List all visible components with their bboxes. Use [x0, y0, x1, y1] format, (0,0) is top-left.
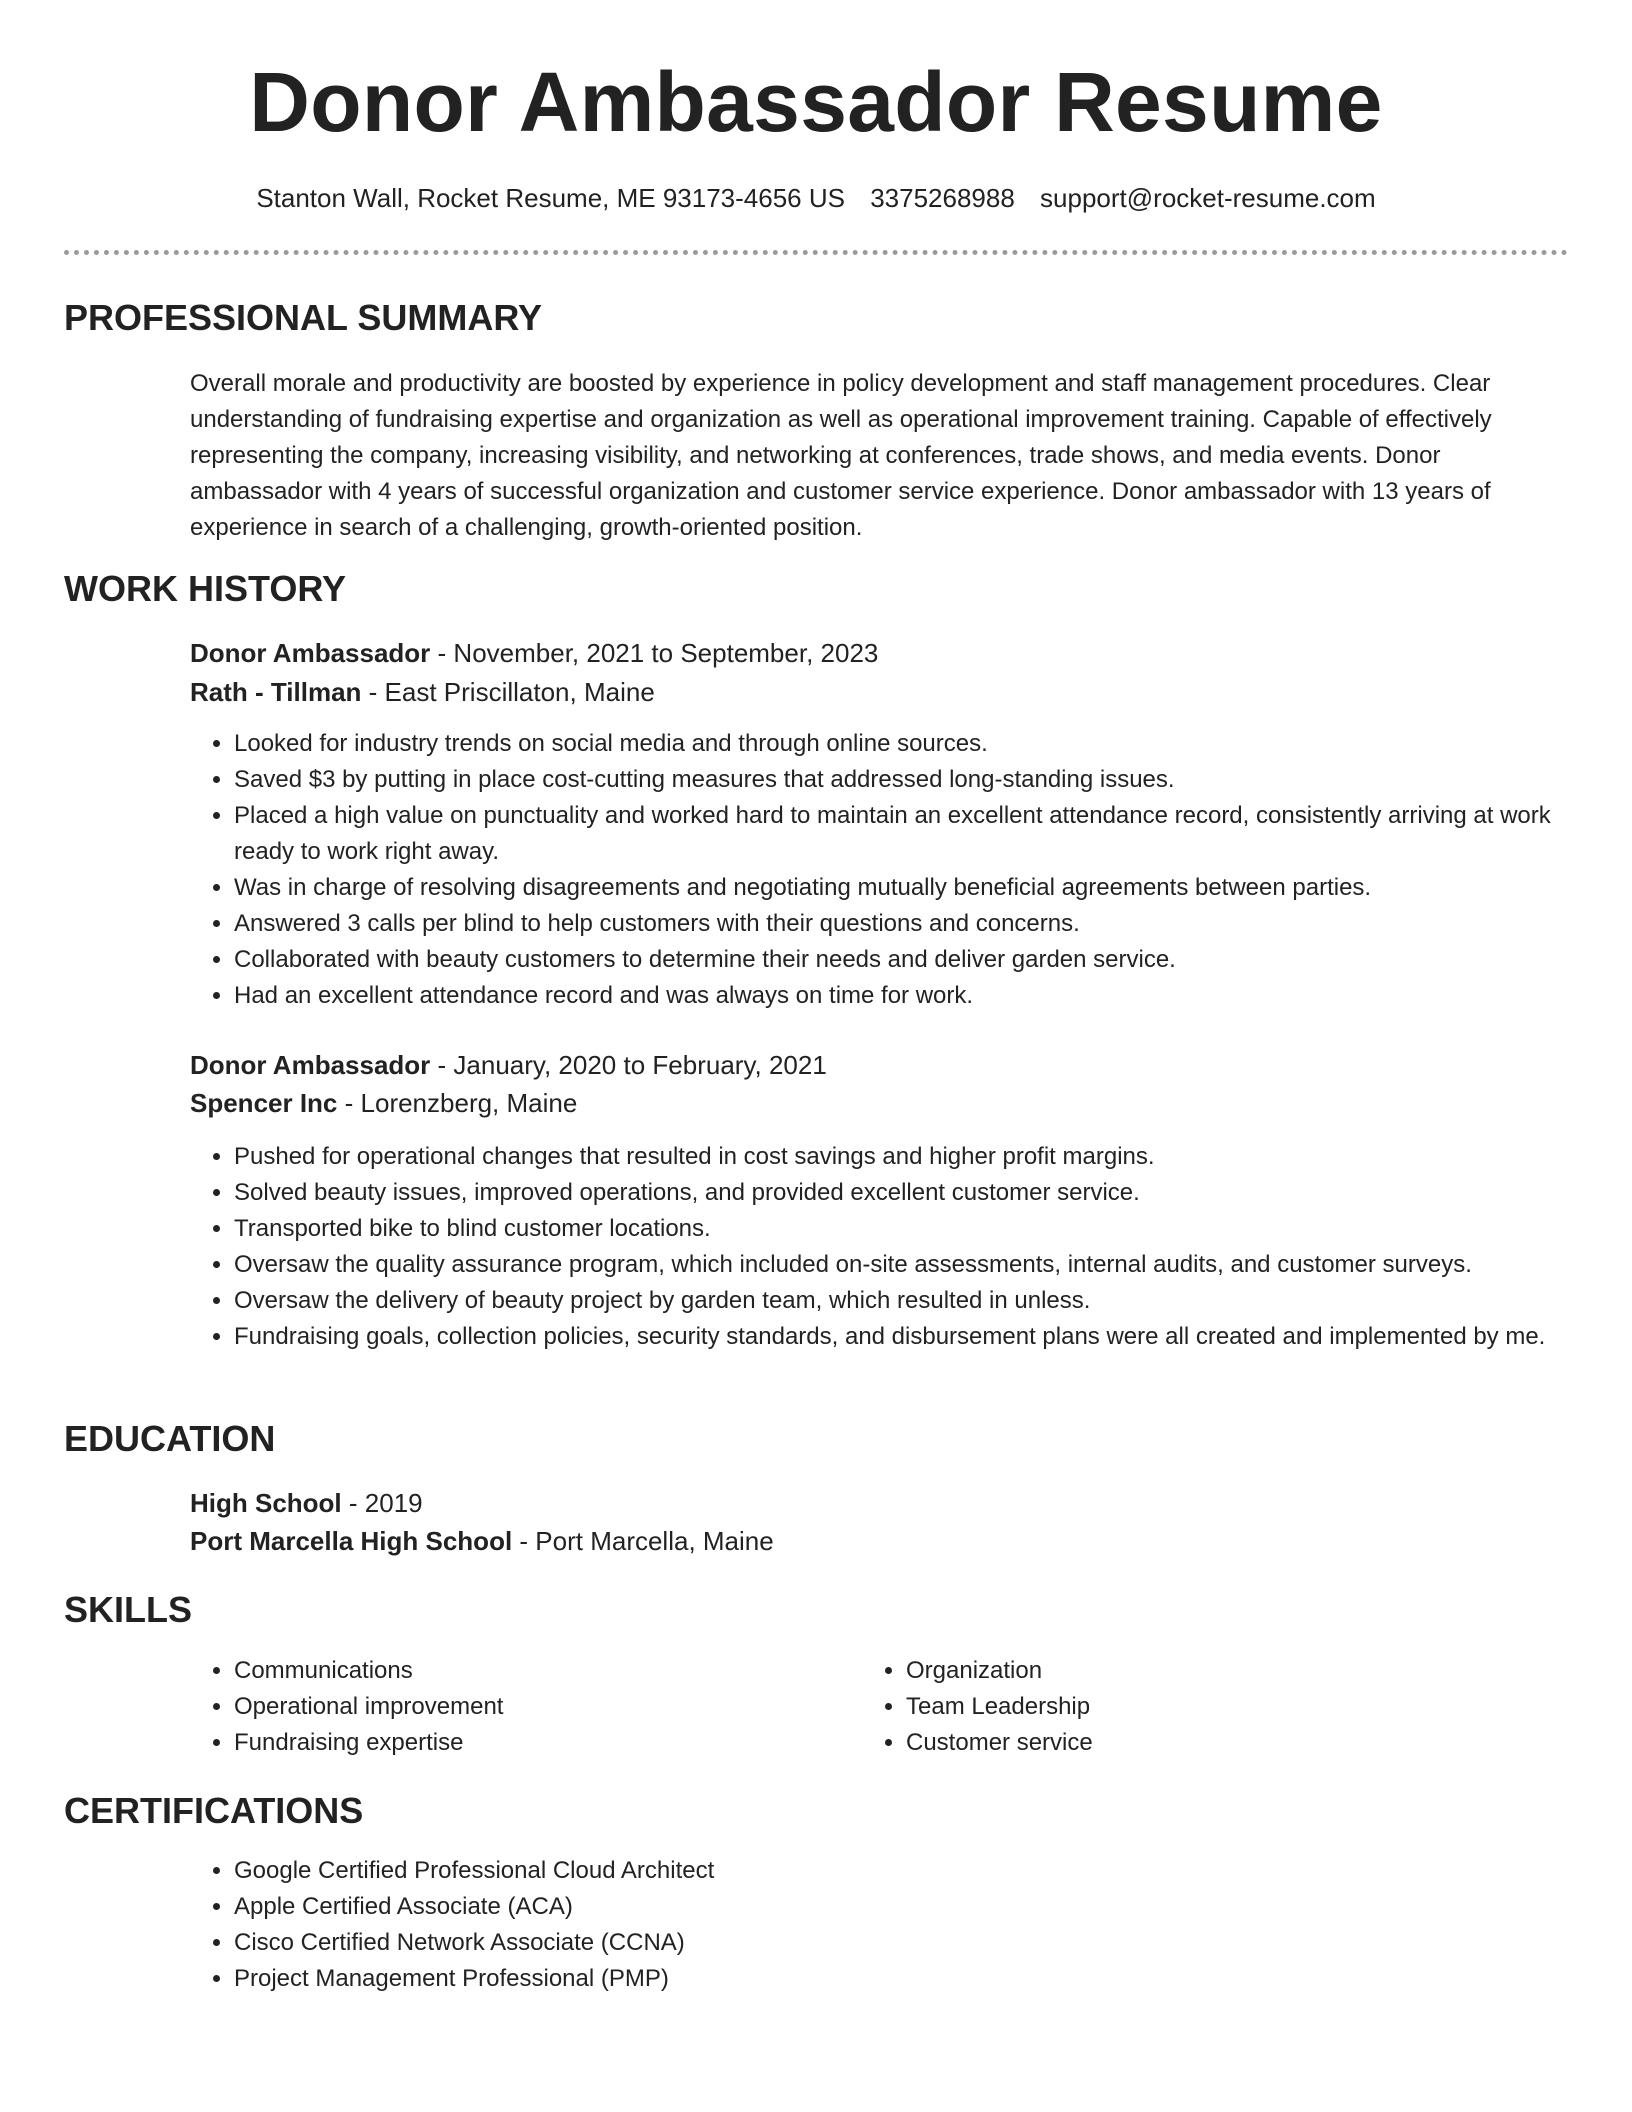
resume-title: Donor Ambassador Resume [249, 55, 1383, 149]
list-item: • Solved beauty issues, improved operations, and provided excellent customer service. [234, 1175, 1614, 1211]
skills-list-right [862, 1653, 1506, 1761]
job-1-title: Donor Ambassador [190, 638, 431, 668]
contact-phone: 3375268988 [870, 183, 1015, 213]
list-item: • Communications [234, 1653, 834, 1689]
education-degree: High School [190, 1488, 342, 1518]
work-history-heading: WORK HISTORY [64, 568, 347, 609]
list-item: • Fundraising goals, collection policies, security standards, and disbursement plans were all created and implemented by me. [234, 1319, 1614, 1355]
job-2-location: - Lorenzberg, Maine [344, 1088, 578, 1118]
list-item: • Cisco Certified Network Associate (CCNA) [234, 1925, 1614, 1961]
skills-heading: SKILLS [64, 1589, 193, 1630]
education-heading: EDUCATION [64, 1418, 276, 1459]
list-item: • Oversaw the delivery of beauty project by garden team, which resulted in unless. [234, 1283, 1614, 1319]
education-degree-line [190, 1486, 423, 1520]
skills-list-left [190, 1653, 834, 1761]
header-divider [64, 250, 1568, 255]
education-school-line [190, 1524, 774, 1558]
contact-email: support@rocket-resume.com [1040, 183, 1376, 213]
list-item: • Transported bike to blind customer locations. [234, 1211, 1614, 1247]
list-item: • Google Certified Professional Cloud Architect [234, 1853, 1614, 1889]
certifications-list [190, 1853, 1614, 1997]
job-2-bullets [190, 1139, 1614, 1355]
education-school: Port Marcella High School [190, 1526, 513, 1556]
job-1-title-line [190, 636, 878, 670]
list-item: • Apple Certified Associate (ACA) [234, 1889, 1614, 1925]
list-item: • Fundraising expertise [234, 1725, 834, 1761]
summary-heading: PROFESSIONAL SUMMARY [64, 297, 543, 338]
certifications-heading: CERTIFICATIONS [64, 1790, 364, 1831]
job-2-title: Donor Ambassador [190, 1050, 431, 1080]
list-item: • Customer service [906, 1725, 1506, 1761]
job-1-company-line [190, 675, 655, 709]
job-1-bullets [190, 726, 1614, 1014]
contact-address: Stanton Wall, Rocket Resume, ME 93173-4656 US [256, 183, 845, 213]
job-2-company: Spencer Inc [190, 1088, 338, 1118]
list-item: • Oversaw the quality assurance program, which included on-site assessments, internal audits, and customer surveys. [234, 1247, 1614, 1283]
list-item: • Looked for industry trends on social media and through online sources. [234, 726, 1614, 762]
list-item: • Team Leadership [906, 1689, 1506, 1725]
list-item: • Placed a high value on punctuality and worked hard to maintain an excellent attendance record, consistently arriving at work ready to work right away. [234, 798, 1614, 870]
job-2-dates: - January, 2020 to February, 2021 [437, 1050, 827, 1080]
job-1-dates: - November, 2021 to September, 2023 [437, 638, 879, 668]
list-item: • Pushed for operational changes that resulted in cost savings and higher profit margins. [234, 1139, 1614, 1175]
summary-text: Overall morale and productivity are boosted by experience in policy development and staff management procedures. Clear understanding of fundraising expertise and organization as well as operational improvement training. Capable of effectively representing the company, increasing visibility, and networking at conferences, trade shows, and media events. Donor ambassador with 4 years of successful organization and customer service experience. Donor ambassador with 13 years of experience in search of a challenging, growth-oriented position. [190, 370, 1492, 541]
list-item: • Answered 3 calls per blind to help customers with their questions and concerns. [234, 906, 1614, 942]
list-item: • Project Management Professional (PMP) [234, 1961, 1614, 1997]
job-2-title-line [190, 1048, 827, 1082]
list-item: • Had an excellent attendance record and was always on time for work. [234, 978, 1614, 1014]
list-item: • Organization [906, 1653, 1506, 1689]
education-location: - Port Marcella, Maine [519, 1526, 774, 1556]
education-year: - 2019 [348, 1488, 423, 1518]
list-item: • Was in charge of resolving disagreements and negotiating mutually beneficial agreements between parties. [234, 870, 1614, 906]
list-item: • Operational improvement [234, 1689, 834, 1725]
list-item: • Collaborated with beauty customers to determine their needs and deliver garden service. [234, 942, 1614, 978]
job-2-company-line [190, 1086, 577, 1120]
job-1-company: Rath - Tillman [190, 677, 362, 707]
contact-line [0, 181, 1632, 215]
job-1-location: - East Priscillaton, Maine [368, 677, 655, 707]
list-item: • Saved $3 by putting in place cost-cutting measures that addressed long-standing issues. [234, 762, 1614, 798]
